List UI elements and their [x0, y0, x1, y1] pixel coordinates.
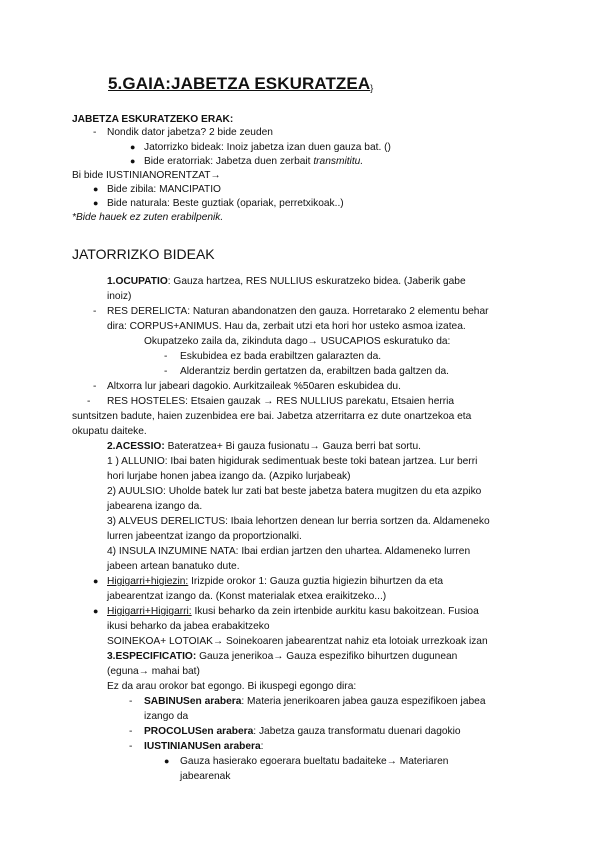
dash-bullet: - [87, 396, 91, 407]
okupatzeko-line: Okupatzeko zaila da, zikinduta dago→ USUCAPIOS eskuratuko da: [144, 336, 451, 347]
ez-da-line: Ez da arau orokor bat egongo. Bi ikuspegi egongo dira: [107, 681, 357, 692]
especificatio-line: 3.ESPECIFICATIO: Gauza jenerikoa→ Gauza espezifiko bihurtzen dugunean [107, 651, 458, 662]
insula-line-2: jabeen artean banatuko dute. [107, 561, 240, 572]
dash-bullet: - [129, 696, 133, 707]
dot-bullet: ● [93, 606, 99, 616]
higigarri-higiezin-line: Higigarri+higiezin: Irizpide orokor 1: Gauza guztia higiezin bihurtzen da eta [107, 576, 444, 587]
alveus-line-2: lurren jabeentzat izango da proportzionalki. [107, 531, 302, 542]
dash-bullet: - [93, 381, 97, 392]
higigarri-higigarri-line-2: ikusi beharko da jabea erabakitzeko [107, 621, 270, 632]
hosteles-line-2: suntsitzen badute, haien zuzenbidea ere bai. Jabetza atzerritarra ez dute onartzekoa eta [72, 411, 472, 422]
bide-naturala-line: Bide naturala: Beste guztiak (opariak, perretxikoak..) [107, 198, 344, 209]
section-heading-erak: JABETZA ESKURATZEKO ERAK: [72, 114, 234, 125]
dot-bullet: ● [93, 576, 99, 586]
gauza-hasierako-line: Gauza hasierako egoerara bueltatu badaiteke→ Materiaren [180, 756, 449, 767]
bi-bide-line: Bi bide IUSTINIANORENTZAT→ [72, 170, 221, 181]
altxorra-line: Altxorra lur jabeari dagokio. Aurkitzaileak %50aren eskubidea du. [107, 381, 401, 392]
sabinus-line-2: izango da [144, 711, 189, 722]
dot-bullet: ● [130, 142, 136, 152]
note-line: *Bide hauek ez zuten erabilpenik. [72, 212, 224, 223]
bide-zibila-line: Bide zibila: MANCIPATIO [107, 184, 221, 195]
hosteles-line-3: okupatu daiteke. [72, 426, 147, 437]
question-line: Nondik dator jabetza? 2 bide zeuden [107, 127, 273, 138]
higigarri-higigarri-line: Higigarri+Higigarri: Ikusi beharko da zein irtenbide aurkitu kasu bakoitzean. Fusioa [107, 606, 479, 617]
especificatio-line-2: (eguna→ mahai bat) [107, 666, 200, 677]
title-mark: } [370, 83, 374, 93]
dash-bullet: - [129, 741, 133, 752]
jatorrizko-line: Jatorrizko bideak: Inoiz jabetza izan duen gauza bat. () [144, 142, 391, 153]
dot-bullet: ● [130, 156, 136, 166]
alveus-line: 3) ALVEUS DERELICTUS: Ibaia lehortzen denean lur berria sortzen da. Aldameneko [107, 516, 490, 527]
dash-bullet: - [93, 306, 97, 317]
dash-bullet: - [93, 127, 97, 138]
dot-bullet: ● [93, 184, 99, 194]
dash-bullet: - [129, 726, 133, 737]
sabinus-line: SABINUSen arabera: Materia jenerikoaren jabea gauza espezifikoen jabea [144, 696, 486, 707]
avulsio-line: 2) AUULSIO: Uholde batek lur zati bat beste jabetza batera mugitzen du eta azpiko [107, 486, 482, 497]
procolus-line: PROCOLUSen arabera: Jabetza gauza transformatu duenari dagokio [144, 726, 461, 737]
alluvio-line: 1 ) ALLUNIO: Ibai baten higidurak sedimentuak beste toki batean jartzea. Lur berri [107, 456, 478, 467]
dash-bullet: - [164, 351, 168, 362]
dot-bullet: ● [164, 756, 170, 766]
hosteles-line: RES HOSTELES: Etsaien gauzak → RES NULLIUS parekatu, Etsaien herria [107, 396, 455, 407]
derelicta-line: RES DERELICTA: Naturan abandonatzen den gauza. Horretarako 2 elementu behar [107, 306, 489, 317]
gauza-hasierako-line-2: jabearenak [180, 771, 231, 782]
ocupatio-line: 1.OCUPATIO: Gauza hartzea, RES NULLIUS eskuratzeko bidea. (Jaberik gabe [107, 276, 466, 287]
alderantziz-line: Alderantziz berdin gertatzen da, erabiltzen bada galtzen da. [180, 366, 450, 377]
iustinianus-line: IUSTINIANUSen arabera: [144, 741, 264, 752]
dot-bullet: ● [93, 198, 99, 208]
ocupatio-line-2: inoiz) [107, 291, 132, 302]
soinekoa-line: SOINEKOA+ LOTOIAK→ Soinekoaren jabearentzat nahiz eta lotoiak urrezkoak izan [107, 636, 488, 647]
avulsio-line-2: jabearena izango da. [107, 501, 203, 512]
page-title: 5.GAIA:JABETZA ESKURATZEA} [108, 74, 374, 93]
dash-bullet: - [164, 366, 168, 377]
section-heading-jatorrizko: JATORRIZKO BIDEAK [72, 246, 215, 262]
eratorriak-line: Bide eratorriak: Jabetza duen zerbait transmititu. [144, 156, 364, 167]
insula-line: 4) INSULA INZUMINE NATA: Ibai erdian jartzen den uhartea. Aldameneko lurren [107, 546, 471, 557]
derelicta-line-2: dira: CORPUS+ANIMUS. Hau da, zerbait utzi eta hori hor usteko asmoa izatea. [107, 321, 466, 332]
higigarri-higiezin-line-2: jabearentzat izango da. (Konst materialak etxea eraikitzeko...) [107, 591, 387, 602]
eskubidea-line: Eskubidea ez bada erabiltzen galarazten da. [180, 351, 382, 362]
alluvio-line-2: hori lurjabe honen jabea izango da. (Azpiko lurjabeak) [107, 471, 351, 482]
acessio-line: 2.ACESSIO: Bateratzea+ Bi gauza fusionatu→ Gauza berri bat sortu. [107, 441, 421, 452]
